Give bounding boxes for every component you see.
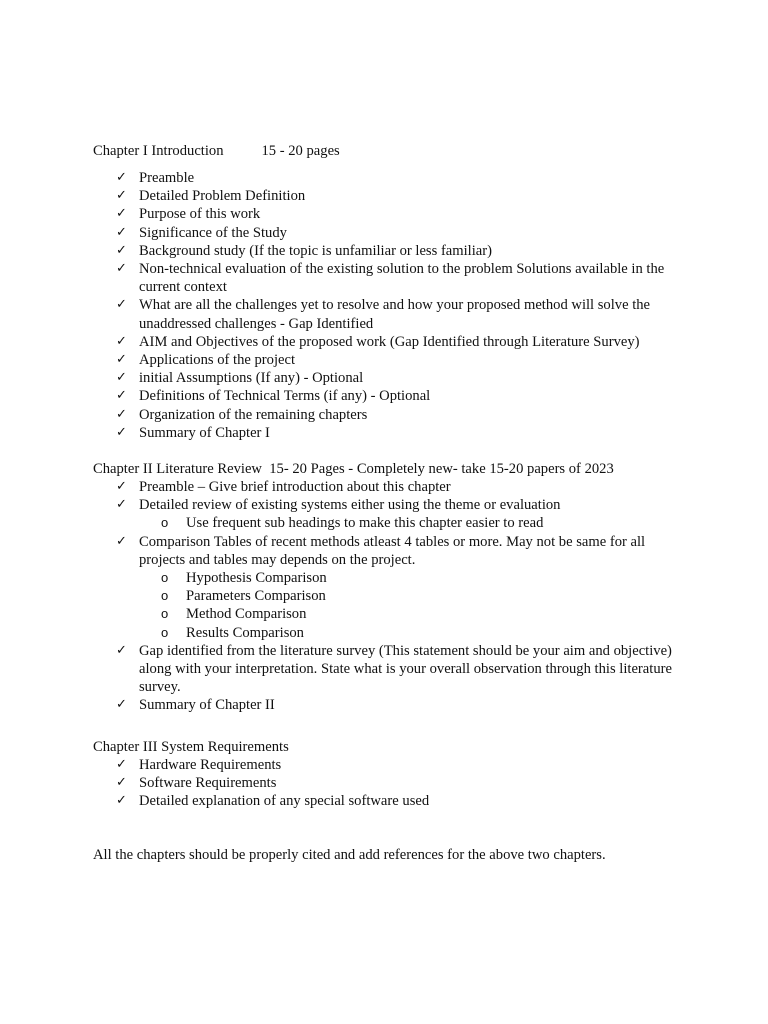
list-item: ✓ Preamble – Give brief introduction about this chapter [116, 479, 451, 495]
check-mark-icon: ✓ [116, 406, 127, 422]
chapter-3-list [0, 756, 768, 811]
check-mark-icon: ✓ [116, 775, 127, 791]
check-mark-icon: ✓ [116, 333, 127, 349]
chapter-1-heading [93, 142, 340, 160]
check-mark-icon: ✓ [116, 793, 127, 809]
list-item: ✓ Purpose of this work [116, 206, 261, 223]
check-mark-icon: ✓ [116, 497, 127, 513]
check-mark-icon: ✓ [116, 224, 127, 240]
check-mark-icon: ✓ [116, 388, 127, 404]
check-mark-icon: ✓ [116, 352, 127, 368]
list-item: ✓ Preamble [116, 170, 195, 186]
list-item: ✓ Comparison Tables of recent methods atleast 4 tables or more. May not be same for all projects and tables may depends on the project. [116, 533, 646, 568]
chapter-1-list [0, 169, 768, 442]
list-item: ✓ Applications of the project [116, 352, 296, 369]
sub-list-item: o Method Comparison [161, 606, 307, 623]
chapter-3-heading [93, 738, 289, 756]
check-mark-icon: ✓ [116, 370, 127, 386]
references-note: All the chapters should be properly cited and add references for the above two chapters. [93, 847, 606, 863]
chapter-2-heading [93, 460, 614, 478]
chapter-3-title: Chapter III System Requirements [93, 739, 289, 755]
list-item: ✓ Summary of Chapter I [116, 424, 270, 441]
chapter-1-title: Chapter I Introduction [93, 143, 224, 159]
check-mark-icon: ✓ [116, 479, 127, 494]
hollow-circle-bullet-icon: o [161, 570, 169, 586]
list-item: ✓ Gap identified from the literature survey (This statement should be your aim and objective) along with your interpretation. State what is your overall observation through this literature survey. [116, 642, 672, 696]
chapter-1-page-count: 15 - 20 pages [261, 143, 340, 159]
check-mark-icon: ✓ [116, 297, 127, 313]
list-item: ✓ Software Requirements [116, 775, 277, 792]
hollow-circle-bullet-icon: o [161, 606, 169, 622]
list-item: ✓ What are all the challenges yet to resolve and how your proposed method will solve the unaddressed challenges - Gap Identified [116, 297, 651, 332]
list-item: ✓ Definitions of Technical Terms (if any) - Optional [116, 388, 431, 405]
check-mark-icon: ✓ [116, 642, 127, 658]
check-mark-icon: ✓ [116, 697, 127, 713]
check-mark-icon: ✓ [116, 757, 127, 772]
hollow-circle-bullet-icon: o [161, 588, 169, 604]
list-item: ✓ Hardware Requirements [116, 757, 282, 773]
check-mark-icon: ✓ [116, 533, 127, 549]
check-mark-icon: ✓ [116, 242, 127, 258]
list-item: ✓ Detailed Problem Definition [116, 188, 306, 205]
chapter-2-title: Chapter II Literature Review 15- 20 Pages - Completely new- take 15-20 papers of 2023 [93, 461, 614, 477]
check-mark-icon: ✓ [116, 424, 127, 440]
sub-list-item: o Hypothesis Comparison [161, 570, 327, 587]
hollow-circle-bullet-icon: o [161, 624, 169, 640]
list-item: ✓ Organization of the remaining chapters [116, 406, 368, 423]
sub-list-item: o Results Comparison [161, 624, 304, 641]
check-mark-icon: ✓ [116, 206, 127, 222]
list-item: ✓ Detailed explanation of any special software used [116, 793, 430, 810]
list-item: ✓ Summary of Chapter II [116, 697, 275, 714]
check-mark-icon: ✓ [116, 188, 127, 204]
list-item: ✓ initial Assumptions (If any) - Optional [116, 370, 364, 387]
check-mark-icon: ✓ [116, 261, 127, 277]
list-item: ✓ Significance of the Study [116, 224, 287, 241]
list-item: ✓ Non-technical evaluation of the existing solution to the problem Solutions available in the current context [116, 261, 665, 296]
hollow-circle-bullet-icon: o [161, 515, 169, 531]
sub-list-item: o Use frequent sub headings to make this chapter easier to read [161, 515, 544, 532]
sub-list-item: o Parameters Comparison [161, 588, 326, 605]
list-item: ✓ Background study (If the topic is unfamiliar or less familiar) [116, 242, 492, 259]
check-mark-icon: ✓ [116, 170, 127, 185]
list-item: ✓ Detailed review of existing systems either using the theme or evaluation [116, 497, 561, 514]
chapter-2-list [0, 478, 768, 715]
list-item: ✓ AIM and Objectives of the proposed work (Gap Identified through Literature Survey) [116, 333, 640, 350]
